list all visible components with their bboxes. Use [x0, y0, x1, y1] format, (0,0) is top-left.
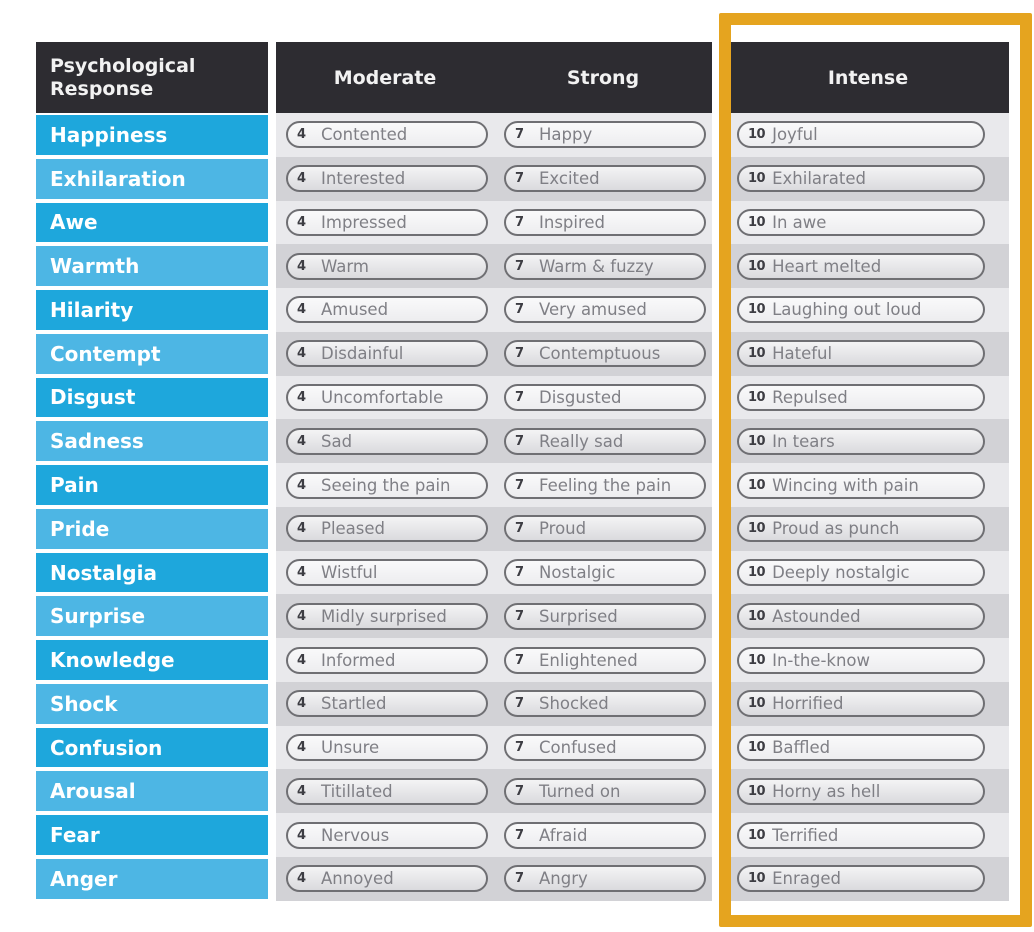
emotion-word: In-the-know	[772, 650, 871, 670]
intensity-number: 10	[748, 171, 766, 187]
intensity-number: 10	[748, 783, 766, 799]
emotion-word: Wincing with pain	[772, 475, 919, 495]
emotion-word: Deeply nostalgic	[772, 563, 910, 583]
moderate-pill	[286, 428, 488, 455]
intense-cell	[727, 813, 1009, 857]
emotion-word: Disgusted	[539, 387, 622, 407]
response-column-title: Psychological Response	[50, 55, 196, 100]
intensity-number: 4	[297, 871, 306, 887]
intensity-number: 4	[297, 565, 306, 581]
response-label-cell: Warmth	[36, 244, 268, 288]
strong-pill	[504, 428, 706, 455]
emotion-word: Excited	[539, 169, 600, 189]
response-rows	[36, 113, 268, 901]
emotion-word: Surprised	[539, 606, 618, 626]
strong-cell	[494, 822, 712, 849]
response-label-cell: Disgust	[36, 376, 268, 420]
intense-pill	[737, 428, 985, 455]
emotion-word: Turned on	[539, 781, 621, 801]
strong-pill	[504, 165, 706, 192]
intense-pill	[737, 209, 985, 236]
strong-cell	[494, 778, 712, 805]
intensity-number: 7	[515, 871, 524, 887]
emotion-word: Annoyed	[321, 869, 394, 889]
column-header-moderate: Moderate	[333, 66, 437, 89]
emotion-word: Nervous	[321, 825, 390, 845]
intensity-number: 7	[515, 608, 524, 624]
intensity-number: 4	[297, 389, 306, 405]
response-label-cell: Happiness	[36, 113, 268, 157]
intense-pill	[737, 296, 985, 323]
moderate-cell	[276, 384, 494, 411]
emotion-word: Joyful	[772, 125, 818, 145]
moderate-cell	[276, 209, 494, 236]
strong-pill	[504, 121, 706, 148]
intense-cell	[727, 682, 1009, 726]
intense-pill	[737, 165, 985, 192]
table-row	[276, 682, 712, 726]
emotion-word: In tears	[772, 431, 835, 451]
response-label-cell: Knowledge	[36, 638, 268, 682]
moderate-pill	[286, 690, 488, 717]
intense-pill	[737, 559, 985, 586]
strong-pill	[504, 778, 706, 805]
intense-pill	[737, 384, 985, 411]
response-label-cell: Surprise	[36, 594, 268, 638]
strong-pill	[504, 865, 706, 892]
emotion-word: Unsure	[321, 738, 380, 758]
emotion-word: Very amused	[539, 300, 647, 320]
moderate-strong-columns	[276, 42, 712, 901]
intensity-number: 4	[297, 783, 306, 799]
emotion-word: Confused	[539, 738, 617, 758]
emotion-word: Heart melted	[772, 256, 882, 276]
emotion-word: Sad	[321, 431, 353, 451]
intense-cell	[727, 157, 1009, 201]
table-row	[276, 376, 712, 420]
table-row	[276, 638, 712, 682]
intensity-number: 10	[748, 433, 766, 449]
intensity-number: 7	[515, 171, 524, 187]
moderate-pill	[286, 340, 488, 367]
emotion-word: Seeing the pain	[321, 475, 451, 495]
intense-cell	[727, 244, 1009, 288]
intense-pill	[737, 734, 985, 761]
response-label-cell: Contempt	[36, 332, 268, 376]
intense-pill	[737, 865, 985, 892]
response-label-cell: Fear	[36, 813, 268, 857]
moderate-cell	[276, 428, 494, 455]
strong-pill	[504, 734, 706, 761]
intense-cell	[727, 419, 1009, 463]
intense-rows	[727, 113, 1009, 901]
response-label-cell: Anger	[36, 857, 268, 901]
moderate-pill	[286, 734, 488, 761]
intensity-number: 4	[297, 696, 306, 712]
intensity-number: 4	[297, 258, 306, 274]
moderate-pill	[286, 515, 488, 542]
intense-cell	[727, 332, 1009, 376]
moderate-cell	[276, 121, 494, 148]
emotion-word: Horrified	[772, 694, 844, 714]
moderate-pill	[286, 822, 488, 849]
table-row	[276, 463, 712, 507]
moderate-cell	[276, 296, 494, 323]
emotion-word: Happy	[539, 125, 593, 145]
emotion-word: Amused	[321, 300, 389, 320]
moderate-cell	[276, 472, 494, 499]
moderate-pill	[286, 296, 488, 323]
emotion-word: Interested	[321, 169, 406, 189]
intense-pill	[737, 253, 985, 280]
emotion-word: Warm	[321, 256, 369, 276]
table-row	[276, 594, 712, 638]
table-row	[276, 551, 712, 595]
intense-pill	[737, 121, 985, 148]
response-label-cell: Exhilaration	[36, 157, 268, 201]
intense-pill	[737, 603, 985, 630]
strong-pill	[504, 340, 706, 367]
moderate-pill	[286, 647, 488, 674]
intensity-number: 7	[515, 477, 524, 493]
moderate-cell	[276, 690, 494, 717]
emotion-word: Inspired	[539, 212, 606, 232]
strong-cell	[494, 384, 712, 411]
response-label-cell: Shock	[36, 682, 268, 726]
intense-cell	[727, 726, 1009, 770]
moderate-cell	[276, 647, 494, 674]
strong-pill	[504, 296, 706, 323]
emotion-word: Enraged	[772, 869, 841, 889]
intense-header-bar	[727, 42, 1009, 113]
response-label-cell: Confusion	[36, 726, 268, 770]
strong-cell	[494, 647, 712, 674]
intense-cell	[727, 463, 1009, 507]
intensity-number: 7	[515, 127, 524, 143]
emotion-word: Wistful	[321, 563, 378, 583]
intensity-number: 10	[748, 696, 766, 712]
table-row	[276, 726, 712, 770]
intensity-number: 10	[748, 565, 766, 581]
moderate-cell	[276, 253, 494, 280]
intensity-number: 7	[515, 740, 524, 756]
table-row	[276, 857, 712, 901]
emotion-word: Uncomfortable	[321, 387, 444, 407]
strong-cell	[494, 690, 712, 717]
intense-cell	[727, 201, 1009, 245]
emotion-word: Shocked	[539, 694, 609, 714]
response-label-cell: Nostalgia	[36, 551, 268, 595]
emotion-word: Disdainful	[321, 344, 404, 364]
moderate-strong-rows	[276, 113, 712, 901]
intensity-number: 10	[748, 827, 766, 843]
emotion-word: Warm & fuzzy	[539, 256, 654, 276]
emotion-word: Informed	[321, 650, 396, 670]
intensity-number: 4	[297, 521, 306, 537]
moderate-pill	[286, 165, 488, 192]
intensity-number: 4	[297, 608, 306, 624]
emotion-word: Enlightened	[539, 650, 638, 670]
emotion-word: Horny as hell	[772, 781, 881, 801]
emotion-word: Astounded	[772, 606, 861, 626]
strong-cell	[494, 209, 712, 236]
intense-cell	[727, 113, 1009, 157]
response-label-cell: Sadness	[36, 419, 268, 463]
moderate-pill	[286, 559, 488, 586]
intensity-number: 4	[297, 652, 306, 668]
moderate-cell	[276, 603, 494, 630]
response-label-cell: Pain	[36, 463, 268, 507]
intense-column	[727, 42, 1009, 901]
intense-cell	[727, 376, 1009, 420]
table-row	[276, 769, 712, 813]
intensity-number: 4	[297, 127, 306, 143]
response-label-cell: Pride	[36, 507, 268, 551]
table-row	[276, 332, 712, 376]
response-column-header	[36, 42, 268, 113]
strong-cell	[494, 865, 712, 892]
intensity-number: 4	[297, 433, 306, 449]
moderate-pill	[286, 253, 488, 280]
strong-pill	[504, 253, 706, 280]
intensity-number: 10	[748, 127, 766, 143]
table-row	[276, 244, 712, 288]
strong-pill	[504, 822, 706, 849]
strong-pill	[504, 559, 706, 586]
emotion-word: Nostalgic	[539, 563, 616, 583]
emotion-word: In awe	[772, 212, 827, 232]
strong-cell	[494, 603, 712, 630]
intensity-number: 10	[748, 302, 766, 318]
strong-cell	[494, 253, 712, 280]
emotion-word: Pleased	[321, 519, 386, 539]
emotion-word: Titillated	[321, 781, 393, 801]
strong-pill	[504, 690, 706, 717]
emotion-word: Exhilarated	[772, 169, 867, 189]
intensity-number: 7	[515, 565, 524, 581]
intense-pill	[737, 472, 985, 499]
strong-cell	[494, 515, 712, 542]
intensity-number: 4	[297, 827, 306, 843]
strong-cell	[494, 340, 712, 367]
moderate-cell	[276, 515, 494, 542]
emotion-intensity-table	[36, 42, 1009, 901]
strong-pill	[504, 209, 706, 236]
emotion-word: Feeling the pain	[539, 475, 672, 495]
moderate-cell	[276, 559, 494, 586]
emotion-word: Impressed	[321, 212, 407, 232]
emotion-word: Hateful	[772, 344, 833, 364]
intensity-number: 7	[515, 389, 524, 405]
strong-cell	[494, 472, 712, 499]
strong-cell	[494, 559, 712, 586]
intensity-number: 4	[297, 171, 306, 187]
table-row	[276, 813, 712, 857]
intense-pill	[737, 822, 985, 849]
table-row	[276, 288, 712, 332]
intensity-number: 10	[748, 652, 766, 668]
moderate-pill	[286, 121, 488, 148]
strong-cell	[494, 734, 712, 761]
intense-cell	[727, 857, 1009, 901]
emotion-word: Contented	[321, 125, 408, 145]
moderate-pill	[286, 209, 488, 236]
intensity-number: 4	[297, 740, 306, 756]
intensity-number: 7	[515, 521, 524, 537]
intense-cell	[727, 638, 1009, 682]
intensity-number: 10	[748, 477, 766, 493]
intensity-number: 10	[748, 740, 766, 756]
response-column	[36, 42, 268, 901]
response-label-cell: Hilarity	[36, 288, 268, 332]
intensity-number: 10	[748, 521, 766, 537]
intensity-number: 10	[748, 214, 766, 230]
intense-cell	[727, 594, 1009, 638]
moderate-pill	[286, 865, 488, 892]
intensity-number: 7	[515, 652, 524, 668]
intensity-number: 10	[748, 608, 766, 624]
intense-cell	[727, 551, 1009, 595]
emotion-word: Repulsed	[772, 387, 848, 407]
strong-pill	[504, 472, 706, 499]
moderate-pill	[286, 778, 488, 805]
emotion-word: Really sad	[539, 431, 624, 451]
strong-cell	[494, 121, 712, 148]
intense-pill	[737, 690, 985, 717]
intensity-number: 4	[297, 302, 306, 318]
intensity-number: 7	[515, 696, 524, 712]
column-header-intense: Intense	[827, 66, 909, 89]
emotion-word: Contemptuous	[539, 344, 661, 364]
table-row	[276, 419, 712, 463]
intense-pill	[737, 515, 985, 542]
moderate-cell	[276, 734, 494, 761]
strong-cell	[494, 428, 712, 455]
strong-cell	[494, 296, 712, 323]
moderate-cell	[276, 165, 494, 192]
intensity-number: 10	[748, 258, 766, 274]
moderate-cell	[276, 340, 494, 367]
column-header-strong: Strong	[566, 66, 640, 89]
intensity-number: 7	[515, 827, 524, 843]
emotion-word: Terrified	[772, 825, 839, 845]
moderate-strong-header-bar	[276, 42, 712, 113]
intense-pill	[737, 647, 985, 674]
intensity-number: 7	[515, 214, 524, 230]
intensity-number: 7	[515, 433, 524, 449]
emotion-word: Baffled	[772, 738, 831, 758]
table-row	[276, 201, 712, 245]
emotion-word: Angry	[539, 869, 588, 889]
intensity-number: 4	[297, 477, 306, 493]
emotion-word: Midly surprised	[321, 606, 447, 626]
intense-pill	[737, 778, 985, 805]
intensity-number: 7	[515, 346, 524, 362]
emotion-word: Proud	[539, 519, 587, 539]
intense-cell	[727, 507, 1009, 551]
strong-cell	[494, 165, 712, 192]
moderate-cell	[276, 778, 494, 805]
moderate-cell	[276, 822, 494, 849]
intense-pill	[737, 340, 985, 367]
emotion-word: Laughing out loud	[772, 300, 922, 320]
intensity-number: 4	[297, 214, 306, 230]
intensity-number: 10	[748, 871, 766, 887]
strong-pill	[504, 515, 706, 542]
moderate-cell	[276, 865, 494, 892]
intensity-number: 7	[515, 302, 524, 318]
strong-pill	[504, 384, 706, 411]
moderate-pill	[286, 384, 488, 411]
emotion-word: Afraid	[539, 825, 588, 845]
table-row	[276, 113, 712, 157]
intensity-number: 7	[515, 783, 524, 799]
table-row	[276, 157, 712, 201]
intensity-number: 7	[515, 258, 524, 274]
moderate-pill	[286, 472, 488, 499]
intense-cell	[727, 769, 1009, 813]
emotion-word: Startled	[321, 694, 387, 714]
intense-cell	[727, 288, 1009, 332]
strong-pill	[504, 603, 706, 630]
intensity-number: 4	[297, 346, 306, 362]
response-label-cell: Awe	[36, 201, 268, 245]
emotion-word: Proud as punch	[772, 519, 900, 539]
strong-pill	[504, 647, 706, 674]
moderate-pill	[286, 603, 488, 630]
intensity-number: 10	[748, 389, 766, 405]
intensity-number: 10	[748, 346, 766, 362]
table-row	[276, 507, 712, 551]
response-label-cell: Arousal	[36, 769, 268, 813]
